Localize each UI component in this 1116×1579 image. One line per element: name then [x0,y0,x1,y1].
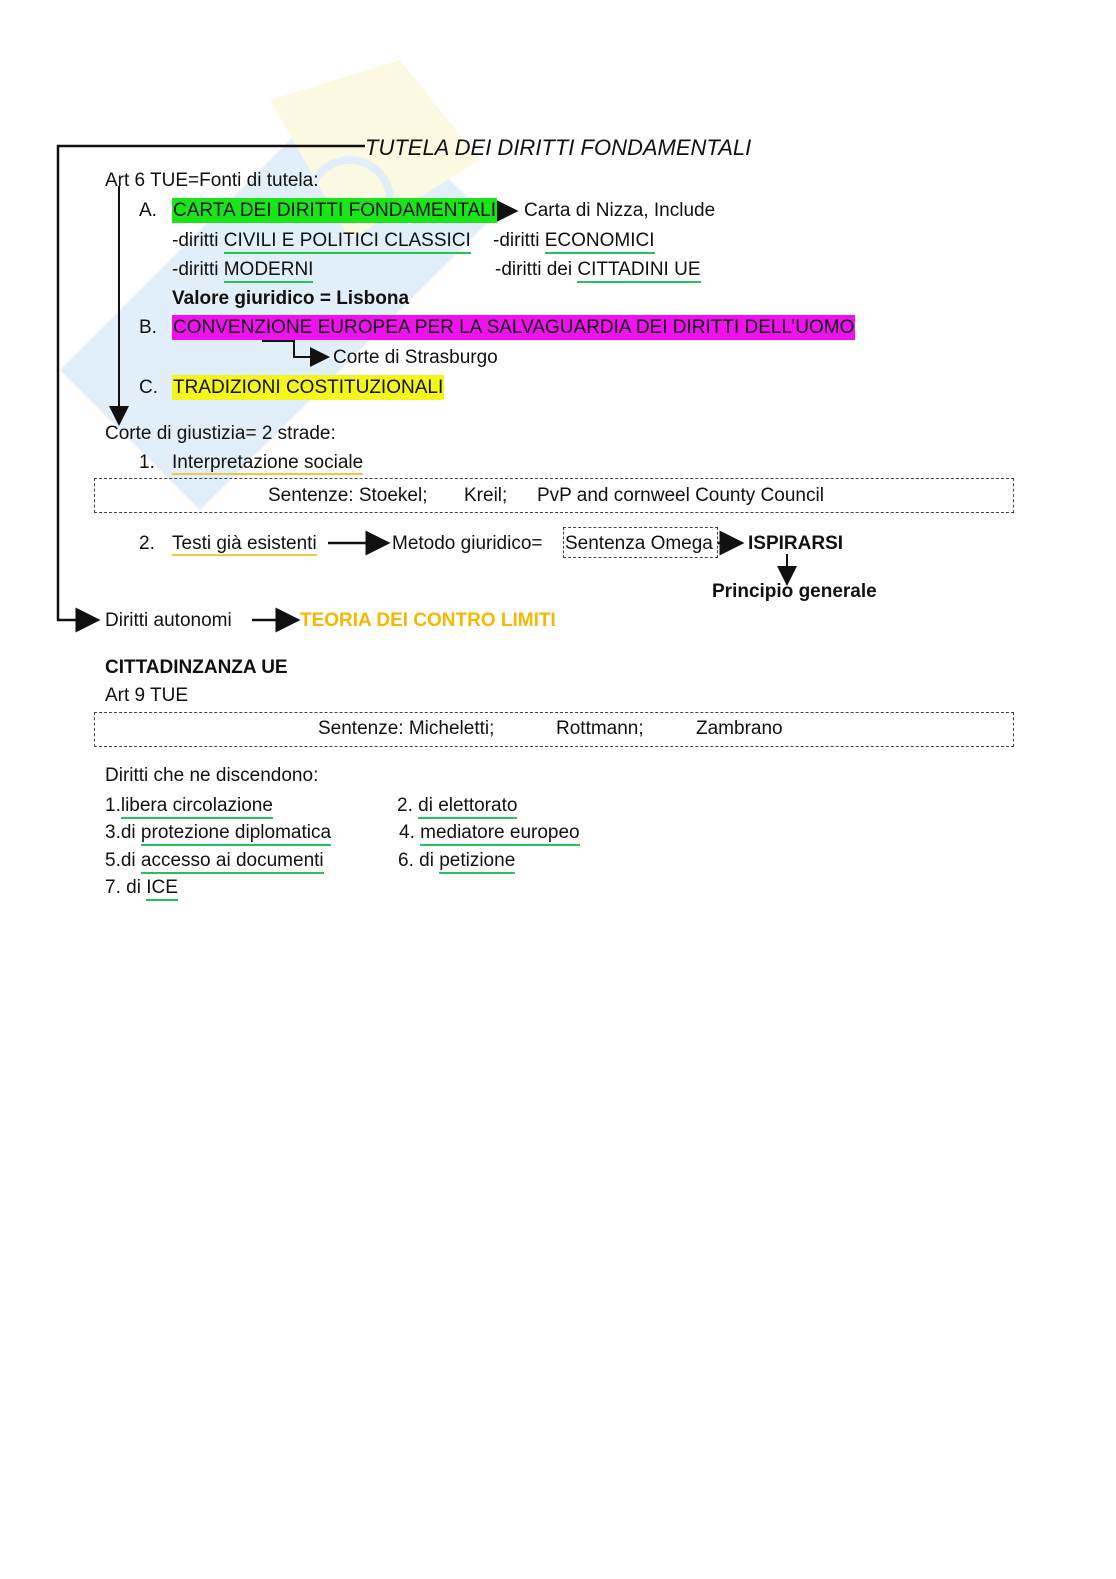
rights-heading: Diritti che ne discendono: [105,765,319,786]
sentences-box-2 [94,712,1014,747]
sentence-rottmann: Rottmann; [556,718,644,739]
principle-label: Principio generale [712,581,877,602]
source-b-label: CONVENZIONE EUROPEA PER LA SALVAGUARDIA DEI DIRITTI DELL’UOMO [173,317,855,338]
source-a-marker: A. [139,200,157,221]
source-a-note: Carta di Nizza, Include [524,200,716,221]
right-economici: -diritti ECONOMICI [493,231,655,250]
citizen-right-4: 4. mediatore europeo [399,823,580,842]
omega-label: Sentenza Omega [565,533,713,554]
sentence-kreil: Kreil; [464,485,508,506]
sentence-stoekel: Sentenze: Stoekel; [268,485,428,506]
sentence-micheletti: Sentenze: Micheletti; [318,718,495,739]
road2-marker: 2. [139,533,155,554]
citizen-right-1: 1.libera circolazione [105,796,273,815]
method-label: Metodo giuridico= [392,533,543,554]
legal-value: Valore giuridico = Lisbona [172,288,410,309]
citizen-right-7: 7. di ICE [105,878,178,897]
road1-marker: 1. [139,452,155,473]
citizen-right-6: 6. di petizione [398,851,515,870]
court-heading: Corte di giustizia= 2 strade: [105,423,336,444]
autonomous-label: Diritti autonomi [105,610,232,631]
road1-label: Interpretazione sociale [172,452,364,473]
source-b-marker: B. [139,317,157,338]
source-a-label: CARTA DEI DIRITTI FONDAMENTALI [173,200,497,221]
ispirarsi-label: ISPIRARSI [748,533,844,554]
source-c-label: TRADIZIONI COSTITUZIONALI [173,377,444,398]
right-moderni: -diritti MODERNI [172,260,313,279]
source-b-note: Corte di Strasburgo [333,347,498,368]
sentence-zambrano: Zambrano [696,718,783,739]
sentence-pvp: PvP and cornweel County Council [537,485,824,506]
citizen-right-3: 3.di protezione diplomatica [105,823,331,842]
theory-label: TEORIA DEI CONTRO LIMITI [300,610,556,631]
right-civili: -diritti CIVILI E POLITICI CLASSICI [172,231,471,250]
road2-label: Testi già esistenti [172,533,317,554]
art6-heading: Art 6 TUE=Fonti di tutela: [105,170,319,191]
art9-label: Art 9 TUE [105,685,189,706]
citizenship-heading: CITTADINZANZA UE [105,657,288,678]
right-cittadini: -diritti dei CITTADINI UE [495,260,701,279]
citizen-right-2: 2. di elettorato [397,796,517,815]
citizen-right-5: 5.di accesso ai documenti [105,851,324,870]
source-c-marker: C. [139,377,158,398]
page-title: TUTELA DEI DIRITTI FONDAMENTALI [365,135,752,160]
